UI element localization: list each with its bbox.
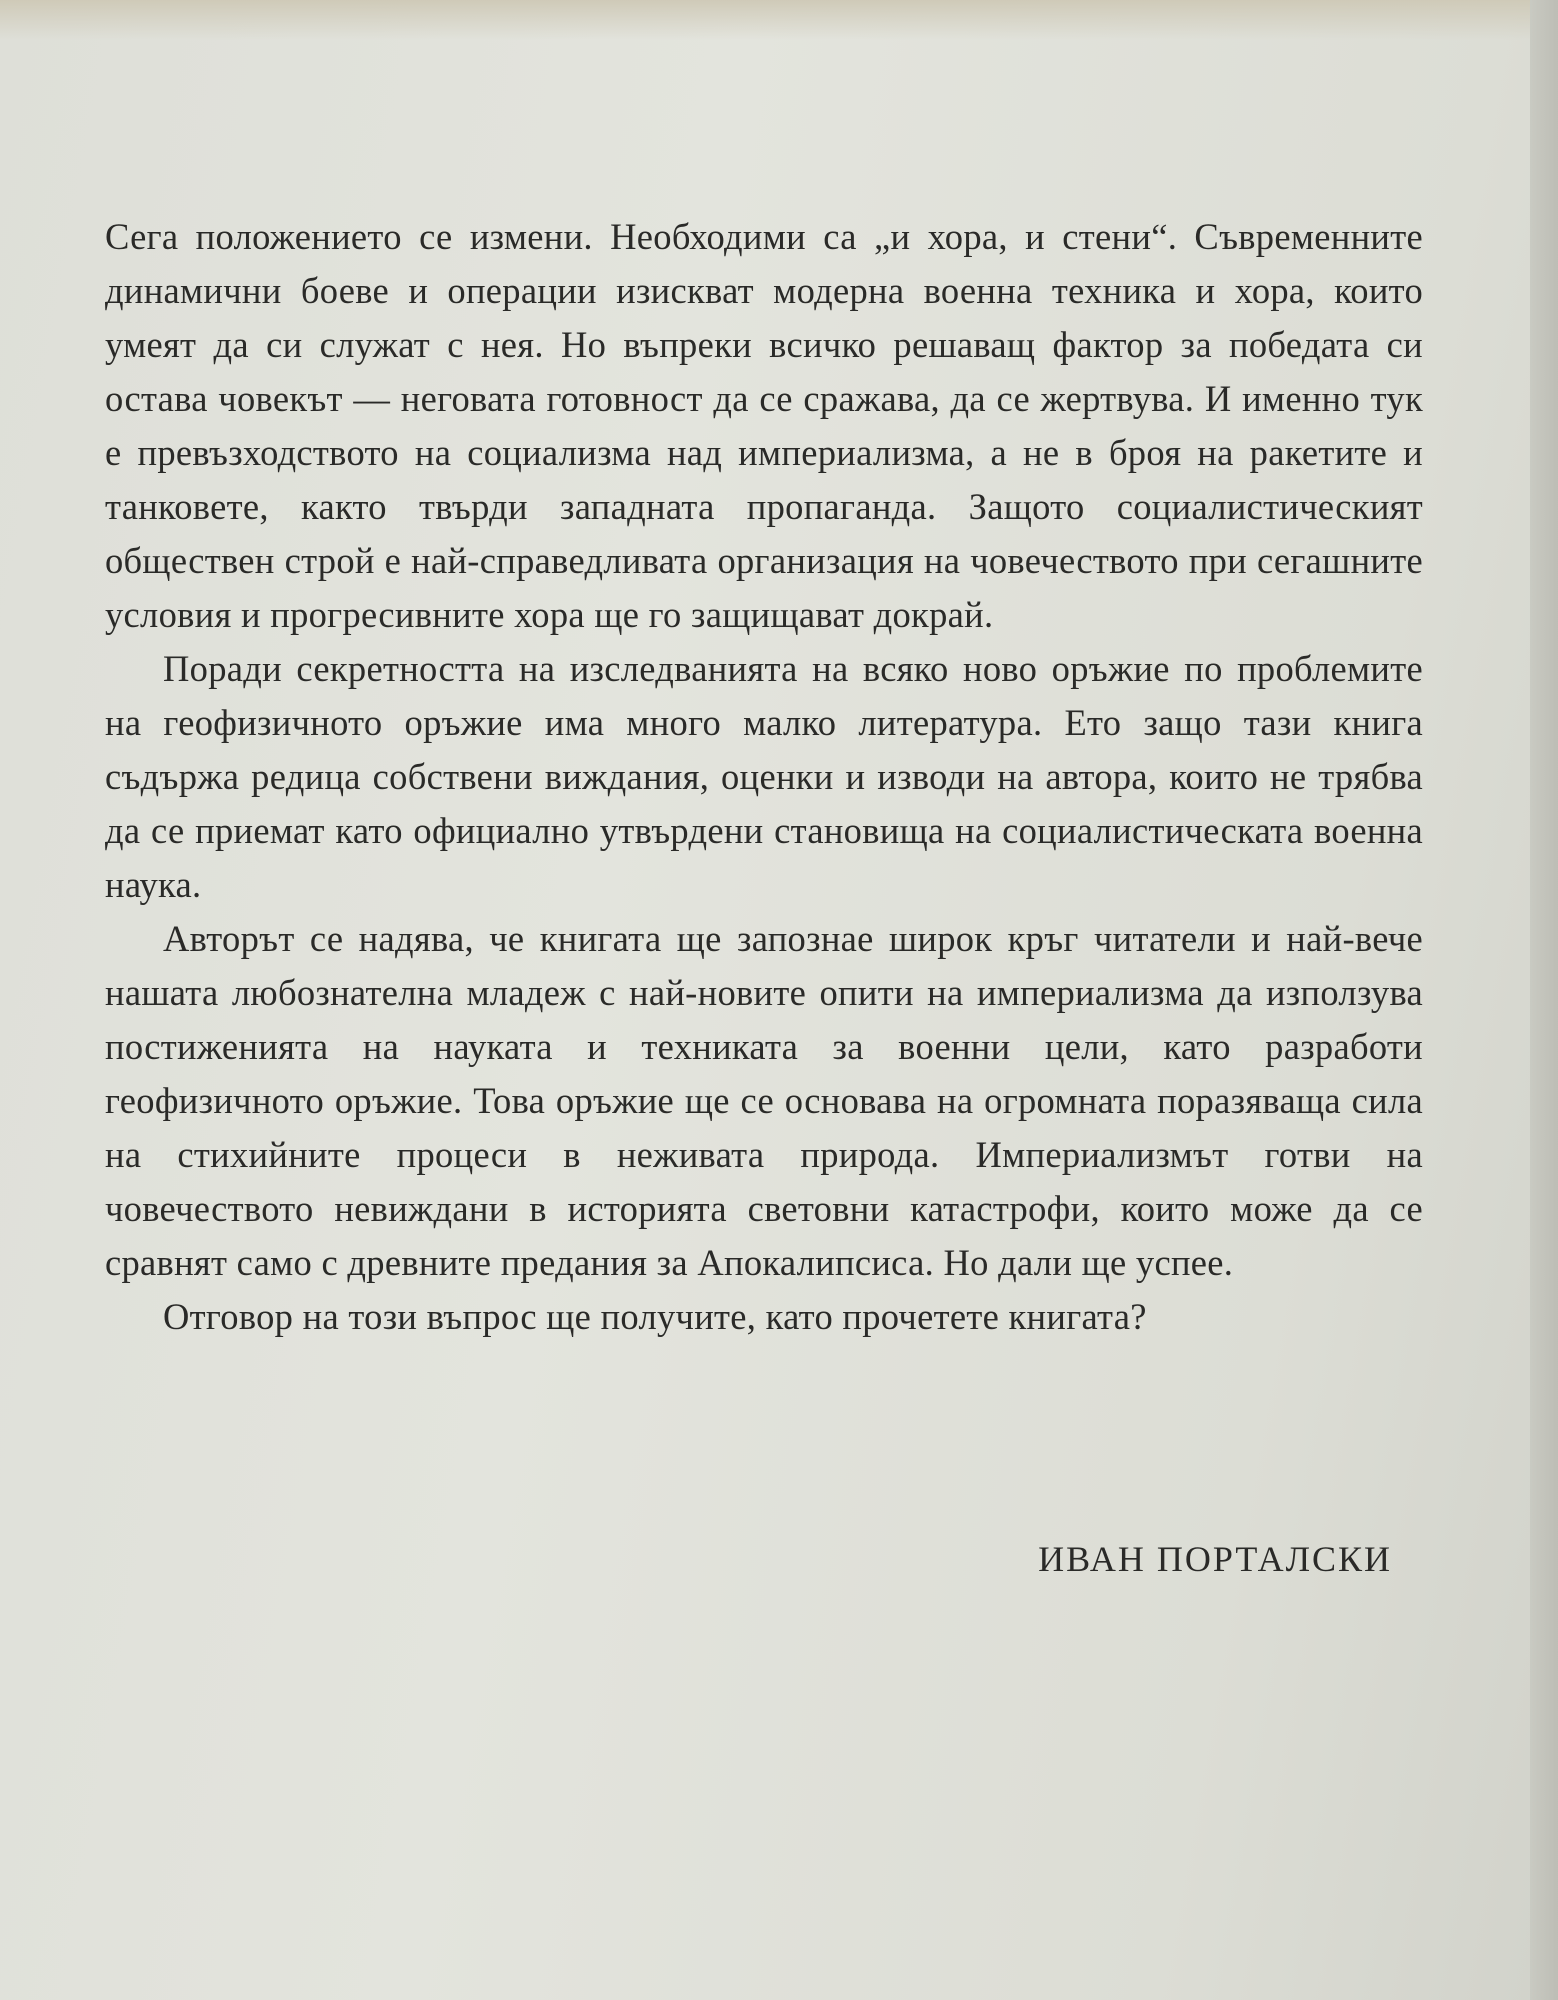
- paragraph-4: Отговор на този въпрос ще получите, като прочетете книгата?: [163, 1296, 1147, 1337]
- paragraph-1: Сега положението се измени. Необходими са „и хора, и стени“. Съвременните динамични боеве и операции изискват модерна военна техника и хора, които умеят да си служат с нея. Но въпреки всичко решаващ фактор за победата си остава човекът — неговата готовност да се сражава, да се жертвува. И именно тук е превъзходството на социализма над империализма, а не в броя на ракетите и танковете, както твърди западната пропаганда. Защото социалистическият обществен строй е най-справедливата организация на човечеството при сегашните условия и прогресивните хора ще го защищават докрай.: [105, 216, 1423, 635]
- page-edge: [1530, 0, 1558, 2000]
- page-top-shadow: [0, 0, 1530, 40]
- body-text: [105, 210, 1423, 1344]
- author-signature: ИВАН ПОРТАЛСКИ: [1038, 1539, 1392, 1579]
- paragraph-2: Поради секретността на изследванията на всяко ново оръжие по проблемите на геофизичното оръжие има много малко литература. Ето защо тази книга съдържа редица собствени виждания, оценки и изводи на автора, които не трябва да се приемат като официално утвърдени становища на социалистическата военна наука.: [105, 648, 1423, 905]
- paragraph-3: Авторът се надява, че книгата ще запознае широк кръг читатели и най-вече нашата любознателна младеж с най-новите опити на империализма да използува постиженията на науката и техниката за военни цели, като разработи геофизичното оръжие. Това оръжие ще се основава на огромната поразяваща сила на стихийните процеси в неживата природа. Империализмът готви на човечеството невиждани в историята световни катастрофи, които може да се сравнят само с древните предания за Апокалипсиса. Но дали ще успее.: [105, 918, 1423, 1283]
